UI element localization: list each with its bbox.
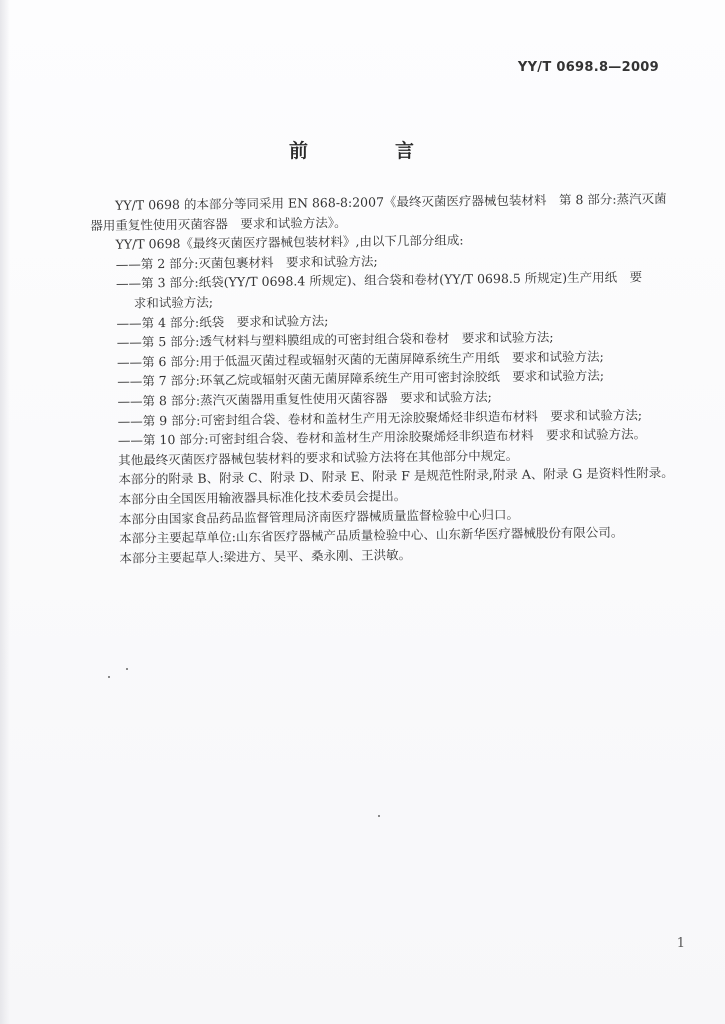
part-list-item-continuation: 求和试验方法;	[133, 294, 214, 311]
composition-paragraph: YY/T 0698《最终灭菌医疗器械包装材料》,由以下几部分组成:	[115, 232, 464, 252]
document-body	[90, 189, 675, 568]
part-list-item: ——第 8 部分:蒸汽灭菌器用重复性使用灭菌容器 要求和试验方法;	[117, 389, 492, 409]
part-list-item: ——第 5 部分:透气材料与塑料膜组成的可密封组合袋和卷材 要求和试验方法;	[116, 329, 554, 350]
part-list-item: ——第 9 部分:可密封组合袋、卷材和盖材生产用无涂胶聚烯烃非织造布材料 要求和试验方法;	[117, 406, 643, 429]
closing-paragraph: 其他最终灭菌医疗器械包装材料的要求和试验方法将在其他部分中规定。	[118, 447, 519, 468]
closing-paragraph: 本部分的附录 B、附录 C、附录 D、附录 E、附录 F 是规范性附录,附录 A、附录 G 是资料性附录。	[118, 465, 674, 487]
closing-paragraph: 本部分由全国医用输液器具标准化技术委员会提出。	[118, 488, 407, 507]
closing-paragraph: 本部分主要起草单位:山东省医疗器械产品质量检验中心、山东新华医疗器械股份有限公司。	[119, 524, 624, 546]
part-list-item: ——第 3 部分:纸袋(YY/T 0698.4 所规定)、组合袋和卷材(YY/T 0698.5 所规定)生产用纸 要	[115, 269, 643, 292]
part-list-item: ——第 10 部分:可密封组合袋、卷材和盖材生产用涂胶聚烯烃非织造布材料 要求和试验方法。	[117, 426, 647, 448]
part-list-item: ——第 4 部分:纸袋 要求和试验方法;	[116, 312, 329, 331]
scan-speck	[108, 676, 110, 678]
intro-paragraph: YY/T 0698 的本部分等同采用 EN 868-8:2007《最终灭菌医疗器械包装材料 第 8 部分:蒸汽灭菌器用重复性使用灭菌容器 要求和试验方法》。	[90, 190, 667, 233]
part-list-item: ——第 6 部分:用于低温灭菌过程或辐射灭菌的无菌屏障系统生产用纸 要求和试验方法;	[116, 348, 604, 370]
page-title: 前 言	[288, 140, 448, 162]
closing-paragraph: 本部分主要起草人:梁进方、吴平、桑永刚、王洪敏。	[119, 546, 412, 566]
standard-number: YY/T 0698.8—2009	[517, 60, 659, 75]
part-list-item: ——第 2 部分:灭菌包裹材料 要求和试验方法;	[115, 253, 378, 272]
scan-speck	[126, 668, 128, 670]
page-number: 1	[676, 936, 685, 951]
closing-paragraph: 本部分由国家食品药品监督管理局济南医疗器械质量监督检验中心归口。	[118, 506, 520, 527]
scan-speck	[378, 815, 380, 817]
part-list-item: ——第 7 部分:环氧乙烷或辐射灭菌无菌屏障系统生产用可密封涂胶纸 要求和试验方法;	[117, 368, 605, 390]
